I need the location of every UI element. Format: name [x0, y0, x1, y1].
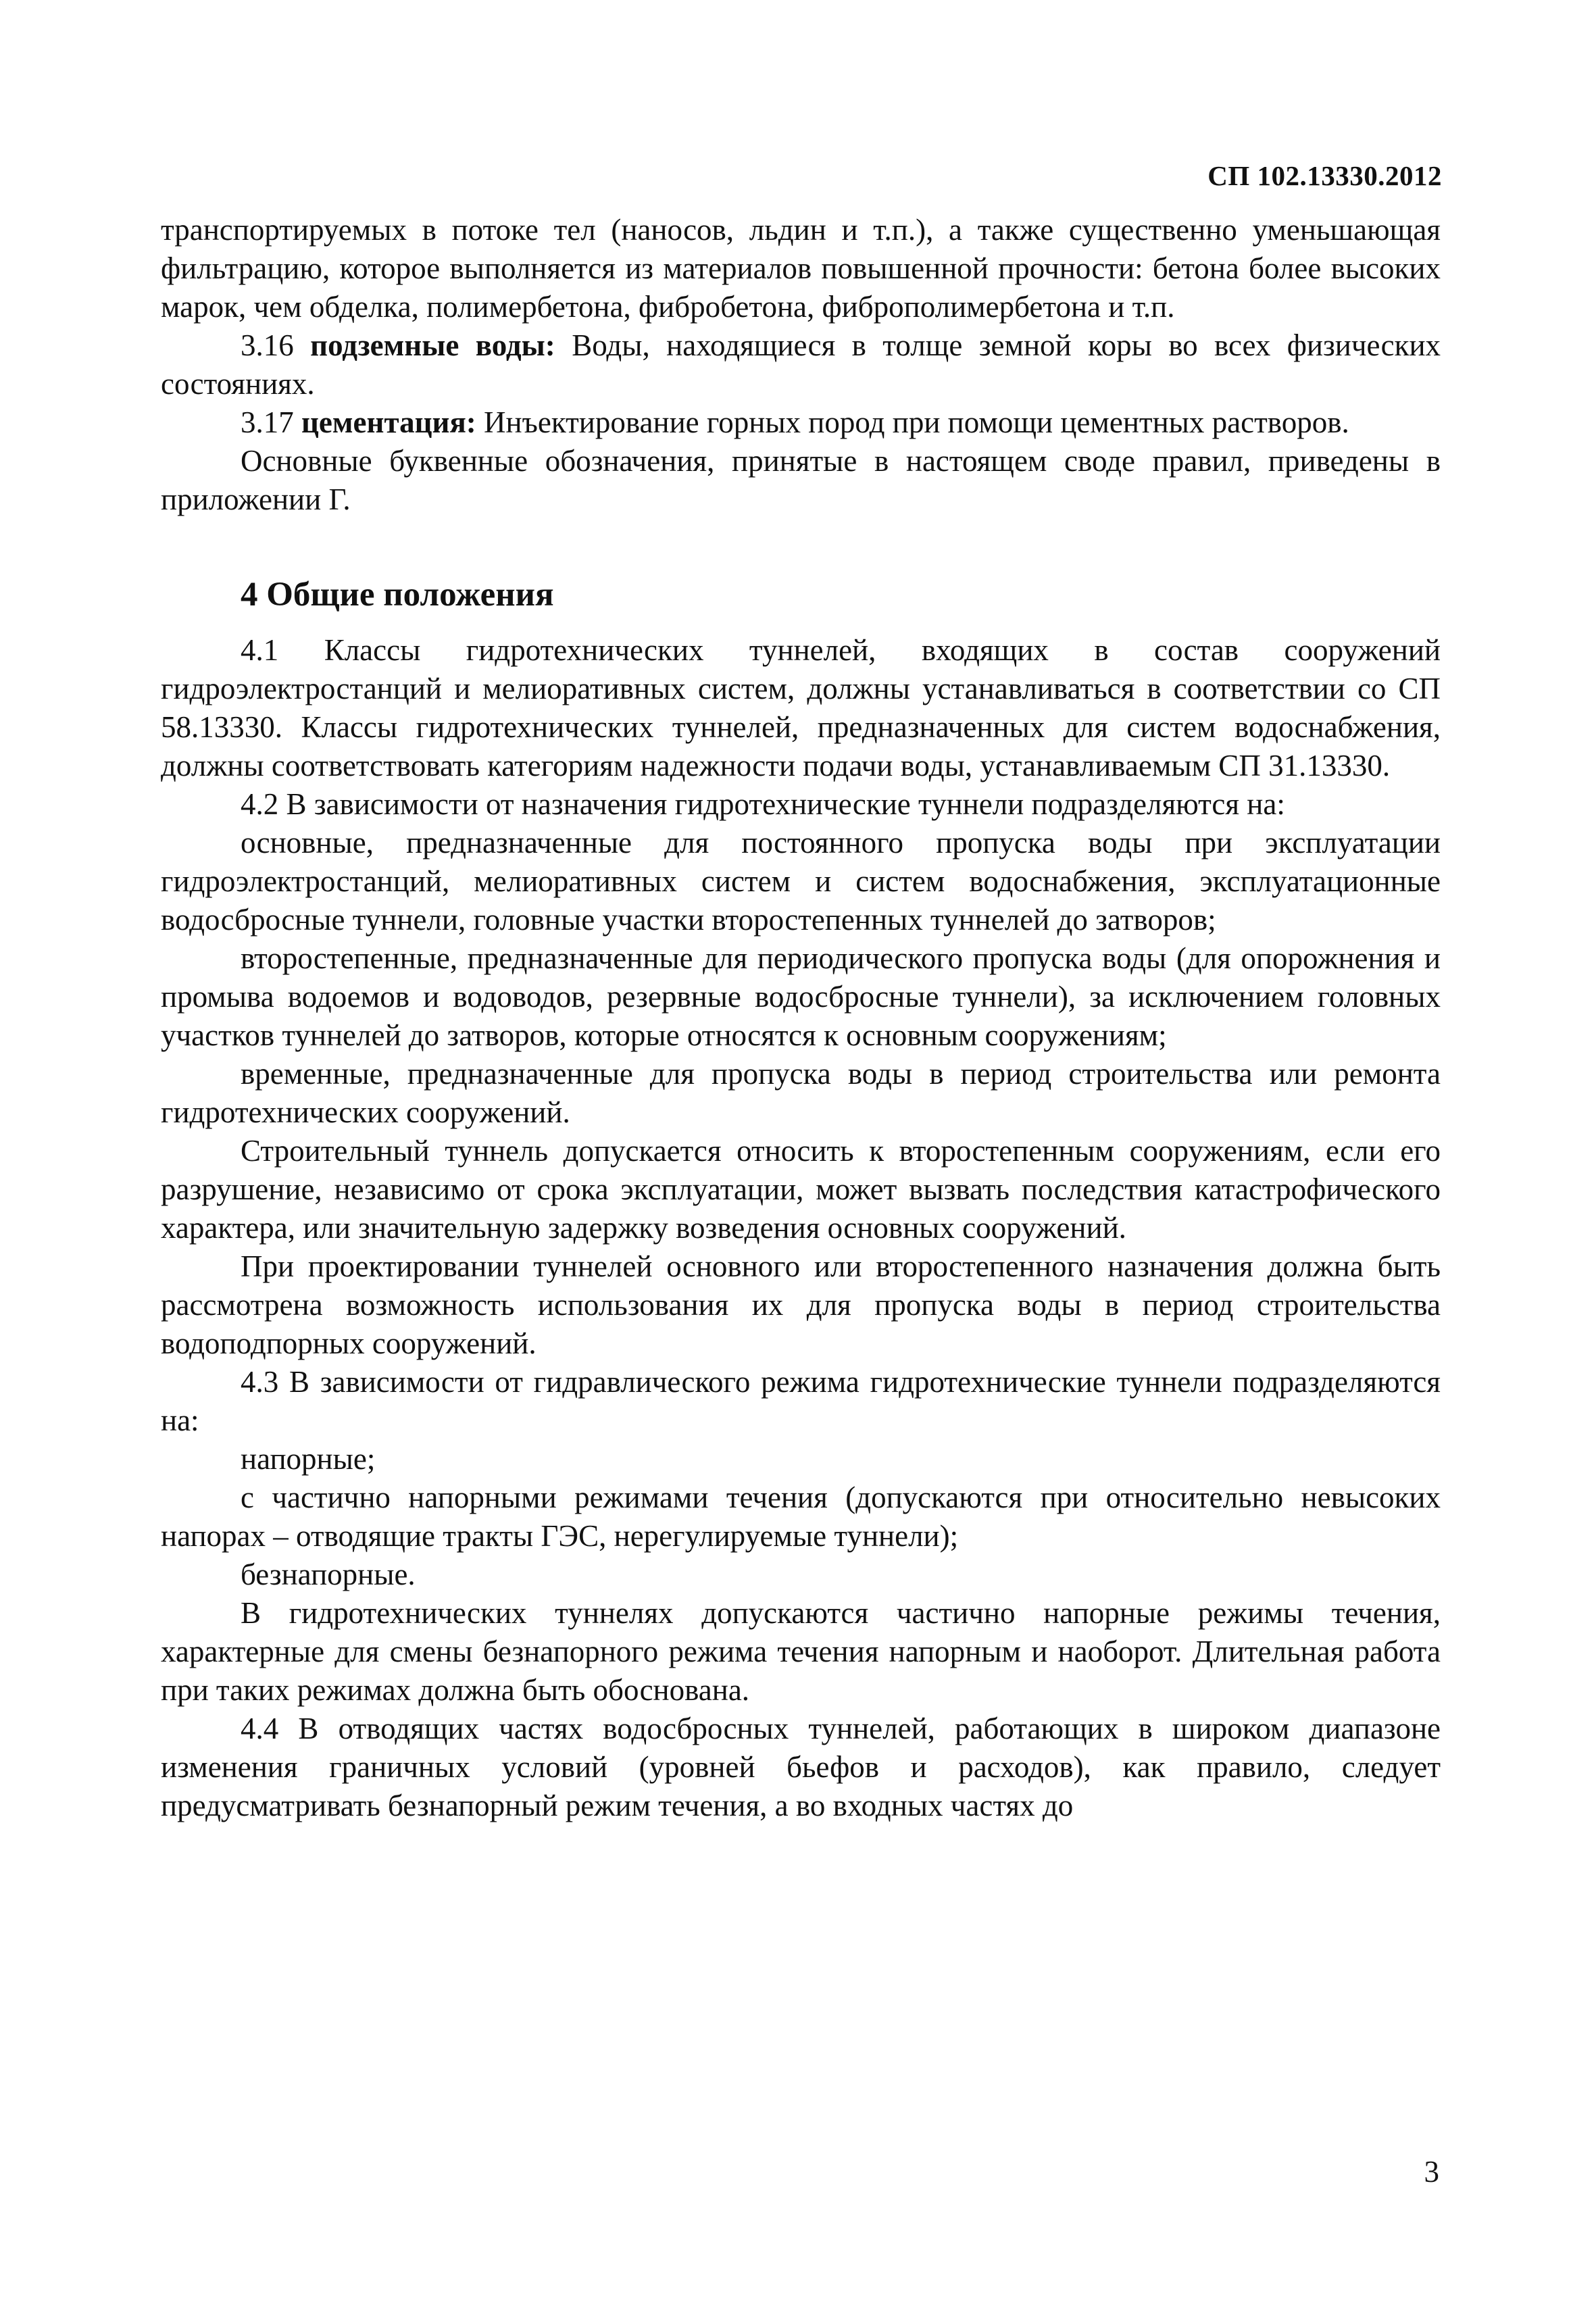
list-item-partial-pressure: с частично напорными режимами течения (допускаются при относительно невысоких напорах – отводящие тракты ГЭС, нерегулируемые туннели); [161, 1480, 1441, 1553]
paragraph-4-3: 4.3 В зависимости от гидравлического режима гидротехнические туннели подразделяются на: [161, 1365, 1441, 1437]
definition-number: 3.17 [241, 405, 294, 439]
paragraph-continuation: транспортируемых в потоке тел (наносов, льдин и т.п.), а также существенно уменьшающая фильтрацию, которое выполняется из материалов повышенной прочности: бетона более высоких марок, чем обделка, полимербетона, фибробетона, фиброполимербетона и т.п. [161, 213, 1441, 324]
list-item-secondary: второстепенные, предназначенные для периодического пропуска воды (для опорожнения и промыва водоемов и водоводов, резервные водосбросные туннели), за исключением головных участков туннелей до затворов, которые относятся к основным сооружениям; [161, 941, 1441, 1052]
list-item-temporary: временные, предназначенные для пропуска воды в период строительства или ремонта гидротехнических сооружений. [161, 1057, 1441, 1129]
list-item-free-flow: безнапорные. [241, 1558, 416, 1591]
paragraph-partial-modes: В гидротехнических туннелях допускаются частично напорные режимы течения, характерные для смены безнапорного режима течения напорным и наоборот. Длительная работа при таких режимах должна быть обоснована. [161, 1596, 1441, 1707]
definition-text: Инъектирование горных пород при помощи цементных растворов. [484, 405, 1349, 439]
document-body [161, 211, 1441, 1825]
list-item-main: основные, предназначенные для постоянного пропуска воды при эксплуатации гидроэлектростанций, мелиоративных систем и систем водоснабжения, эксплуатационные водосбросные туннели, головные участки второстепенных туннелей до затворов; [161, 826, 1441, 937]
paragraph-notation-reference: Основные буквенные обозначения, принятые в настоящем своде правил, приведены в приложении Г. [161, 444, 1441, 516]
page-number: 3 [1424, 2155, 1439, 2189]
paragraph-design-note: При проектировании туннелей основного или второстепенного назначения должна быть рассмотрена возможность использования их для пропуска воды в период строительства водоподпорных сооружений. [161, 1249, 1441, 1360]
section-heading: 4 Общие положения [241, 576, 554, 614]
definition-number: 3.16 [241, 328, 294, 362]
definition-text: Воды, находящиеся в толще земной коры во всех физических состояниях. [161, 328, 1441, 401]
definition-3-17 [161, 403, 1441, 442]
definition-term: цементация: [301, 405, 476, 439]
definition-3-16 [161, 326, 1441, 403]
paragraph-construction-tunnel: Строительный туннель допускается относить к второстепенным сооружениям, если его разрушение, независимо от срока эксплуатации, может вызвать последствия катастрофического характера, или значительную задержку возведения основных сооружений. [161, 1134, 1441, 1245]
paragraph-4-1: 4.1 Классы гидротехнических туннелей, входящих в состав сооружений гидроэлектростанций и мелиоративных систем, должны устанавливаться в соответствии со СП 58.13330. Классы гидротехнических туннелей, предназначенных для систем водоснабжения, должны соответствовать категориям надежности подачи воды, устанавливаемым СП 31.13330. [161, 633, 1441, 782]
paragraph-4-2: 4.2 В зависимости от назначения гидротехнические туннели подразделяются на: [241, 787, 1285, 821]
document-code: СП 102.13330.2012 [1207, 160, 1442, 191]
paragraph-4-4: 4.4 В отводящих частях водосбросных туннелей, работающих в широком диапазоне изменения граничных условий (уровней бьефов и расходов), как правило, следует предусматривать безнапорный режим течения, а во входных частях до [161, 1712, 1441, 1822]
definition-term: подземные воды: [310, 328, 555, 362]
list-item-pressure: напорные; [241, 1442, 376, 1476]
